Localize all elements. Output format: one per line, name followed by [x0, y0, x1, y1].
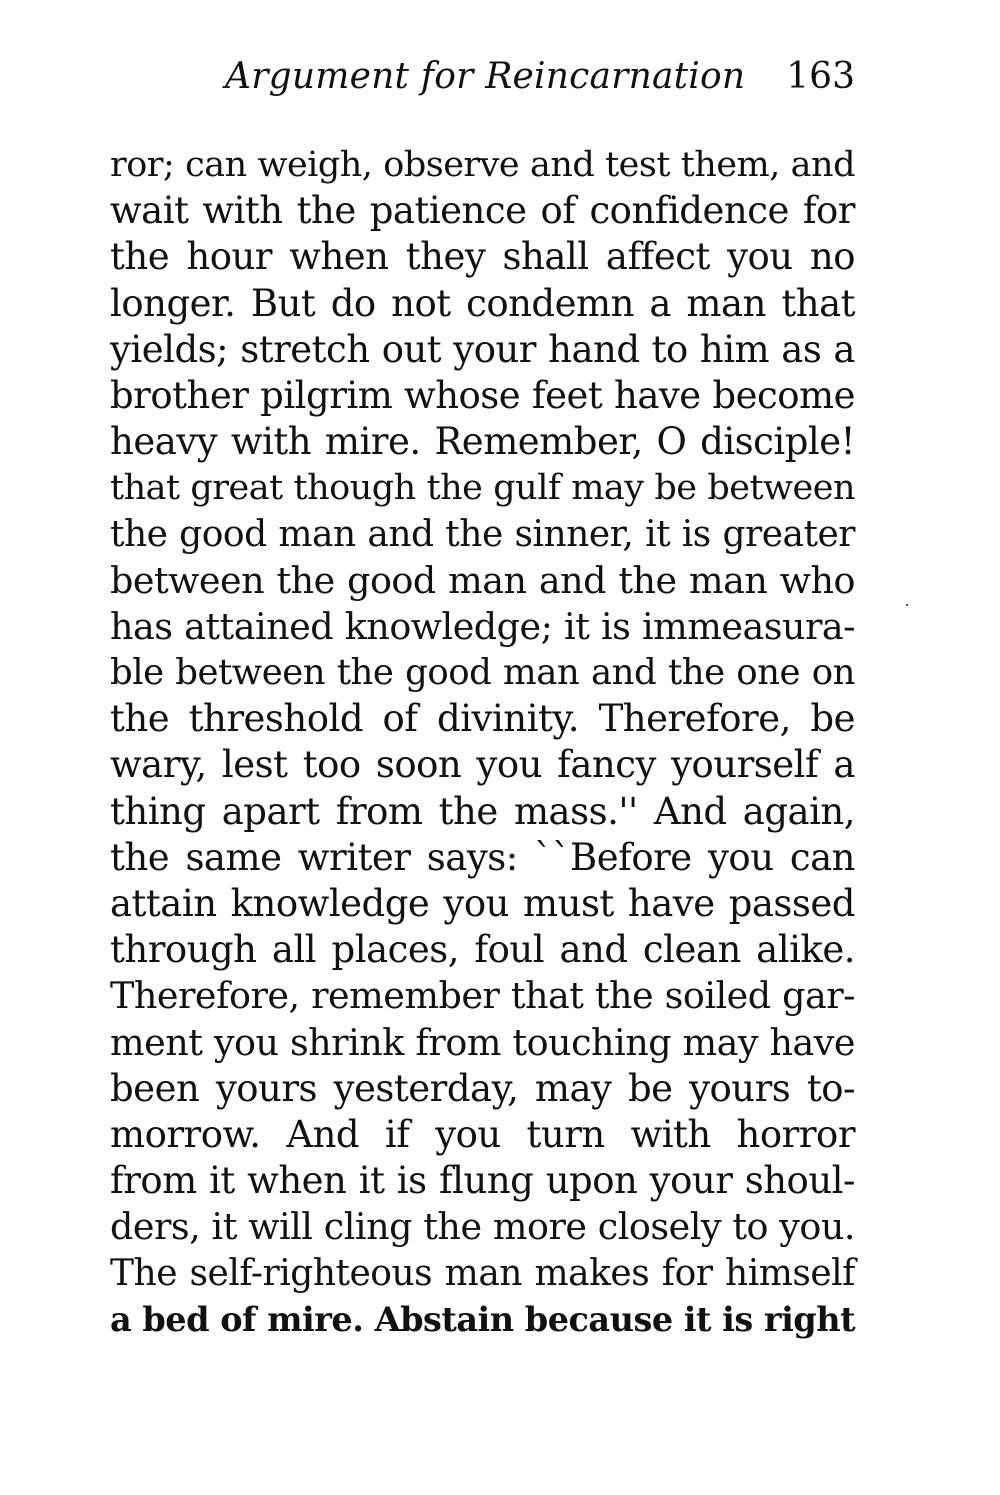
page-number: 163 — [786, 56, 855, 97]
text-line: thing apart from the mass.'' And again, — [110, 789, 855, 833]
text-line: from it when it is flung upon your shoul- — [110, 1159, 855, 1203]
text-line: the good man and the sinner, it is greater — [110, 513, 855, 555]
text-line: heavy with mire. Remember, O disciple! — [110, 420, 855, 464]
text-line: been yours yesterday, may be yours to- — [110, 1066, 855, 1110]
text-line: has attained knowledge; it is immeasura- — [110, 604, 855, 648]
text-line: The self-righteous man makes for himself — [110, 1252, 855, 1294]
text-line: ment you shrink from touching may have — [110, 1020, 855, 1064]
text-line: the threshold of divinity. Therefore, be — [110, 697, 855, 741]
text-line: longer. But do not condemn a man that — [110, 281, 855, 325]
text-line: brother pilgrim whose feet have become — [110, 373, 855, 417]
text-line: between the good man and the man who — [110, 558, 855, 602]
text-line: the hour when they shall affect you no — [110, 235, 855, 279]
running-head — [110, 52, 855, 102]
text-line: a bed of mire. Abstain because it is right — [110, 1299, 856, 1339]
running-title: Argument for Reincarnation — [225, 56, 746, 97]
ink-speck — [906, 604, 908, 606]
text-line: Therefore, remember that the soiled gar- — [110, 974, 855, 1018]
text-line: through all places, foul and clean alike. — [110, 928, 855, 972]
text-line: ders, it will cling the more closely to you. — [110, 1205, 855, 1249]
text-line: the same writer says: ``Before you can — [110, 835, 855, 879]
text-line: that great though the gulf may be between — [110, 468, 855, 509]
text-line: attain knowledge you must have passed — [110, 882, 855, 925]
text-line: wait with the patience of confidence for — [110, 189, 855, 233]
text-line: yields; stretch out your hand to him as a — [110, 327, 855, 371]
text-line: wary, lest too soon you fancy yourself a — [110, 743, 855, 787]
text-line: morrow. And if you turn with horror — [110, 1112, 855, 1156]
body-text — [110, 142, 855, 1343]
text-line: ble between the good man and the one on — [110, 652, 855, 694]
text-line: ror; can weigh, observe and test them, and — [110, 145, 855, 185]
